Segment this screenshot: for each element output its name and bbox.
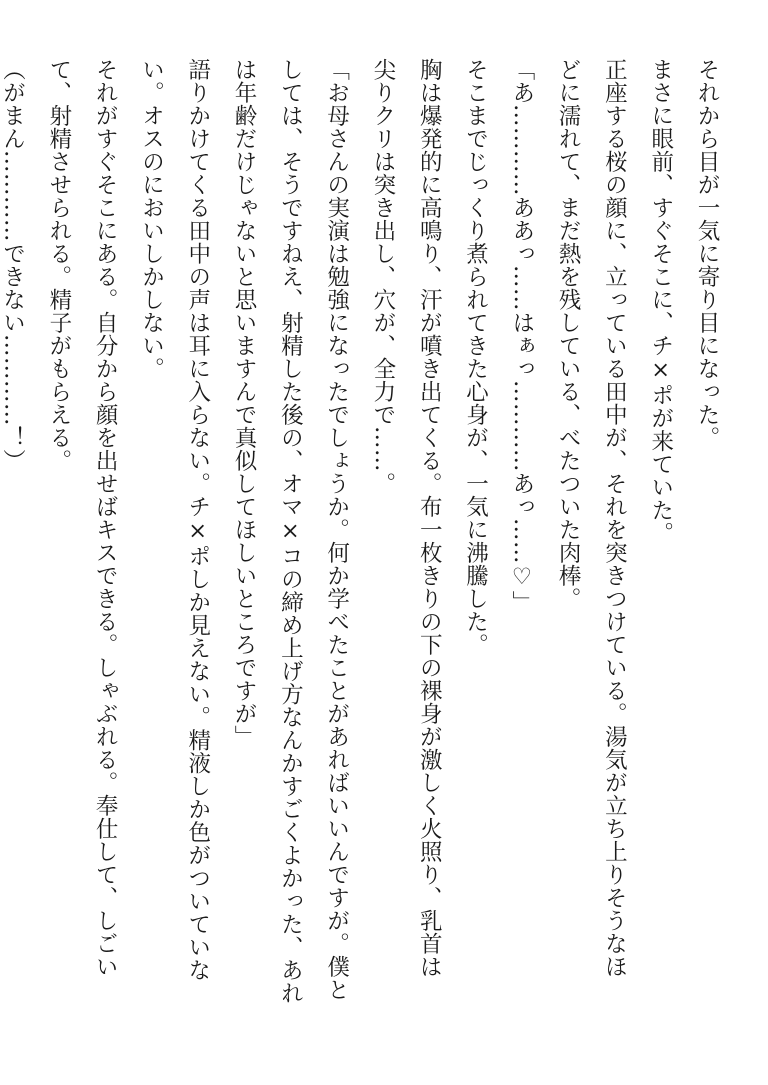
text-line: そこまでじっくり煮られてきた心身が、一気に沸騰した。 [462,58,489,656]
text-line: 「あ…………ああっ……はぁっ…………あっ……♡」 [508,58,535,614]
text-line: どに濡れて、まだ熱を残している、べたついた肉棒。 [555,58,582,610]
text-line: は年齢だけじゃないと思いますんで真似してほしいところですが」 [231,58,258,748]
text-line: 胸は爆発的に高鳴り、汗が噴き出てくる。布一枚きりの下の裸身が激しく火照り、乳首は [416,58,443,978]
text-line: それがすぐそこにある。自分から顔を出せばキスできる。しゃぶれる。奉仕して、しごい [92,58,119,978]
text-line: 正座する桜の顔に、立っている田中が、それを突きつけている。湯気が立ち上りそうなほ [601,58,628,978]
text-line: まさに眼前、すぐそこに、チ×ポが来ていた。 [647,58,674,545]
text-line: しては、そうですねえ、射精した後の、オマ×コの締め上げ方なんかすごくよかった、あれ [277,58,304,1005]
text-line: （がまん…………できない…………！） [0,58,26,472]
text-line: 語りかけてくる田中の声は耳に入らない。チ×ポしか見えない。精液しか色がついていな [184,58,211,982]
text-line: それから目が一気に寄り目になった。 [694,58,720,449]
text-line: 尖りクリは突き出し、穴が、全力で……。 [369,58,396,495]
text-line: 「お母さんの実演は勉強になったでしょうか。何か学べたことがあればいいんですが。僕と [323,58,350,1001]
vertical-text-body [0,58,730,1068]
text-line: て、射精させられる。精子がもらえる。 [45,58,72,472]
text-line: い。オスのにおいしかしない。 [138,58,165,380]
